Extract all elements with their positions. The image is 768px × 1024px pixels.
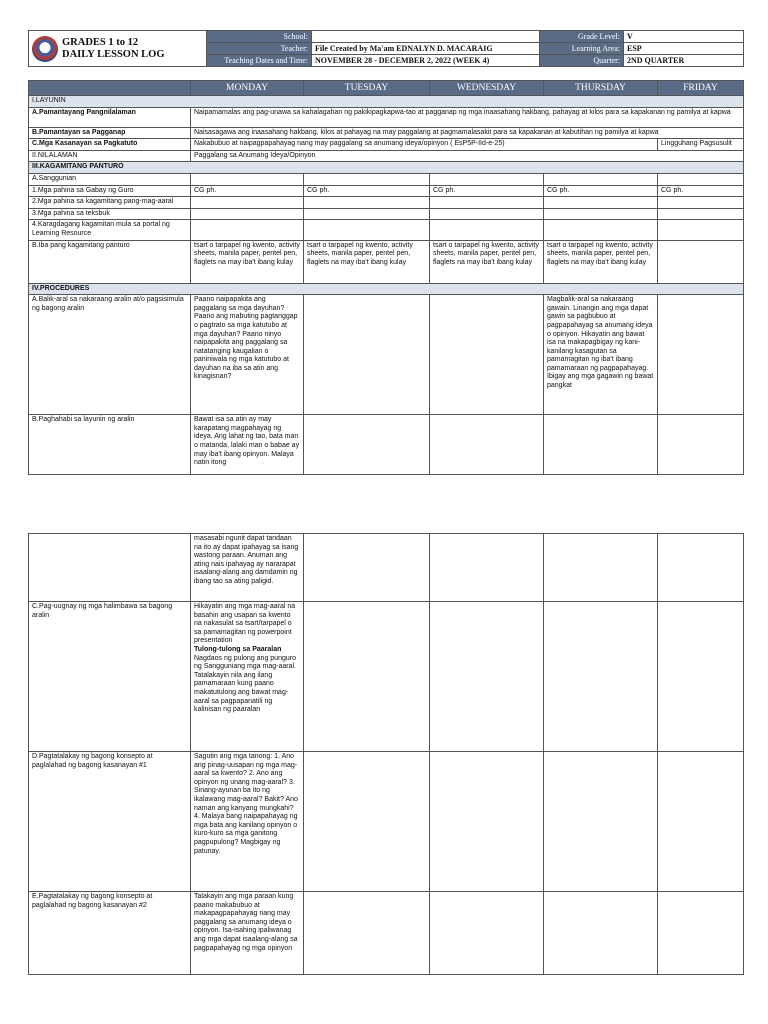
row-label-nilalaman: II.NILALAMAN [29,150,191,162]
row-label-pag-uugnay: C.Pag-uugnay ng mga halimbawa sa bagong aralin [29,602,191,752]
row-label-sanggunian: A.Sanggunian [29,173,191,185]
row-label-pamantayan-pagganap: B.Pamantayan sa Pagganap [29,127,191,139]
materials-thursday: tsart o tarpapel ng kwento, activity sheets, manila paper, pentel pen, flaglets na may iba't ibang kulay [544,240,658,283]
day-wednesday: WEDNESDAY [430,81,544,96]
balik-aral-thursday: Magbalik-aral sa nakaraang gawain. Linangin ang mga dapat gawin sa pagbubuo at pagpapahayag sa anumang ideya o opinyon. Hikayatin ang bawat isa na makapagbigay ng kani-kanilang kasagutan sa pamamagitan ng iba't ibang pamamaraan ng pagpapahayag. Ibigay ang mga gagawin ng bawat pangkat [544,295,658,415]
table-row [29,197,744,209]
kasanayan-text: Nakabubuo at naipagpapahayag nang may paggalang sa anumang ideya/opinyon ( EsP5P-IId-e-25) [191,139,658,151]
kasanayan-friday: Lingguhang Pagsusulit [658,139,744,151]
story-title: Tulong-tulong sa Paaralan [194,645,282,653]
day-header-row [29,81,744,96]
cg-ph-thursday: CG ph. [544,185,658,197]
area-value: ESP [624,43,744,55]
pamantayang-pangnilalaman-text: Naipamamalas ang pag-unawa sa kahalagahan ng pakikipagkapwa-tao at pagganap ng mga inaasahang hakbang, pahayag at kilos para sa kapakanan ng pamilya at kapwa [191,107,744,127]
quarter-value: 2ND QUARTER [624,55,744,67]
table-row [29,107,744,127]
pag-uugnay-monday [191,602,304,752]
table-row [29,752,744,892]
teacher-value: File Created by Ma'am EDNALYN D. MACARAIG [312,43,540,55]
table-row [29,415,744,475]
title-line1: GRADES 1 to 12 [62,36,139,48]
section-row [29,162,744,174]
row-label-balik-aral: A.Balik-aral sa nakaraang aralin at/o pagsisimula ng bagong aralin [29,295,191,415]
row-label-pamantayang-pangnilalaman: A.Pamantayang Pangnilalaman [29,107,191,127]
row-label-kasanayan: C.Mga Kasanayan sa Pagkatuto [29,139,191,151]
grade-value: V [624,31,744,43]
pamantayan-pagganap-text: Naisasagawa ang inaasahang hakbang, kilos at pahayag na may paggalang at pagmamalasakit para sa kapakanan at kabutihan ng pamilya at kapwa [191,127,744,139]
table-row [29,127,744,139]
pag-uugnay-intro: Hikayatin ang mga mag-aaral na basahin ang usapan sa kwento na nakasulat sa tsart/tarpapel o sa pamamagitan ng powerpoint presentation [194,603,296,645]
table-row [29,602,744,752]
nilalaman-text: Paggalang sa Anumang Ideya/Opinyon [191,150,744,162]
dates-label: Teaching Dates and Time: [207,55,312,67]
table-row [29,240,744,283]
konsepto2-monday: Talakayin ang mga paraan kung paano makabubuo at makapagpapahayag nang may paggalang sa anumang ideya o opinyon. Isa-isahing ipaliwanag ang mga dapat isaalang-alang sa pagpapahayag ng mga opinyon [191,892,304,975]
day-thursday: THURSDAY [544,81,658,96]
lesson-log-header [28,30,744,67]
row-label-konsepto2: E.Pagtatalakay ng bagong konsepto at paglalahad ng bagong kasanayan #2 [29,892,191,975]
lesson-log-table-page2 [28,533,744,975]
table-row [29,892,744,975]
cg-ph-tuesday: CG ph. [304,185,430,197]
paghahabi-monday-continued: masasabi ngunit dapat tandaan na ito ay dapat ipahayag sa isang wastong paraan. Anuman ang ating nais ipahayag ay nararapat isaalang-alang ang damdamin ng ibang tao sa ating paligid. [191,534,304,602]
title-line2: DAILY LESSON LOG [62,48,165,60]
teacher-label: Teacher: [207,43,312,55]
deped-seal-icon [32,36,58,62]
section-procedures: IV.PROCEDURES [29,283,744,295]
dates-value: NOVEMBER 28 - DECEMBER 2, 2022 (WEEK 4) [312,55,540,67]
balik-aral-monday: Paano naipapakita ang paggalang sa mga dayuhan? Paano ang mabuting pagtanggap o pagtrato sa mga katutubo at mga dayuhan? Paano ninyo naipapakita ang paggalang sa natatanging kaugalian o paniniwala ng mga katutubo at dayuhan na iba sa atin ang kinagisnan? [191,295,304,415]
row-label-konsepto1: D.Pagtatalakay ng bagong konsepto at paglalahad ng bagong kasanayan #1 [29,752,191,892]
materials-wednesday: tsart o tarpapel ng kwento, activity sheets, manila paper, pentel pen, flaglets na may iba't ibang kulay [430,240,544,283]
day-tuesday: TUESDAY [304,81,430,96]
school-label: School: [207,31,312,43]
cg-ph-monday: CG ph. [191,185,304,197]
row-label-iba-pang: B.Iba pang kagamitang panturo [29,240,191,283]
table-row [29,173,744,185]
grade-label: Grade Level: [540,31,624,43]
title-block [29,31,207,67]
cg-ph-wednesday: CG ph. [430,185,544,197]
section-row [29,283,744,295]
story-text: Nagdaos ng pulong ang punguro ng Sangguniang mga mag-aaral. Tatalakayin nila ang ilang pamamaraan kung paano makatutulong ang bawat mag-aaral sa pagpapanatili ng kalinisan ng paaralan [194,654,296,714]
section-layunin: I.LAYUNIN [29,96,744,108]
quarter-label: Quarter: [540,55,624,67]
konsepto1-monday: Sagutin ang mga tanong: 1. Ano ang pinag-uusapan ng mga mag-aaral sa kwento? 2. Ano ang opinyon ng unang mag-aaral? 3. Sinang-ayunan ba ito ng ikalawang mag-aaral? Bakit? Ano naman ang kanyang mungkahi? 4. Malaya bang naipapahayag ng mga bata ang kanilang opinyon o kuro-kuro sa mga ganitong pagpupulong? Magbigay ng patunay. [191,752,304,892]
table-row [29,220,744,240]
section-kagamitan: III.KAGAMITANG PANTURO [29,162,744,174]
table-row [29,208,744,220]
table-row [29,534,744,602]
paghahabi-monday: Bawat isa sa atin ay may karapatang magpahayag ng ideya. Ang lahat ng tao, bata man o matanda, lalaki man o babae ay may iba't ibang opinyon. Malaya natin itong [191,415,304,475]
table-row [29,150,744,162]
table-row [29,139,744,151]
table-row [29,295,744,415]
school-value [312,31,540,43]
row-label-gabay-guro: 1.Mga pahina sa Gabay ng Guro [29,185,191,197]
row-label-paghahabi: B.Paghahabi sa layunin ng aralin [29,415,191,475]
lesson-log-table-page1 [28,80,744,475]
section-row [29,96,744,108]
row-label-teksbuk: 3.Mga pahina sa teksbuk [29,208,191,220]
row-label-kagamitang-mag-aaral: 2.Mga pahina sa kagamitang pang-mag-aaral [29,197,191,209]
area-label: Learning Area: [540,43,624,55]
table-row [29,185,744,197]
materials-tuesday: tsart o tarpapel ng kwento, activity sheets, manila paper, pentel pen, flaglets na may iba't ibang kulay [304,240,430,283]
day-monday: MONDAY [191,81,304,96]
materials-monday: tsart o tarpapel ng kwento, activity sheets, manila paper, pentel pen, flaglets na may iba't ibang kulay [191,240,304,283]
cg-ph-friday: CG ph. [658,185,744,197]
row-label-karagdagang: 4.Karagdagang kagamitan mula sa portal ng Learning Resource [29,220,191,240]
day-header-blank [29,81,191,96]
day-friday: FRIDAY [658,81,744,96]
